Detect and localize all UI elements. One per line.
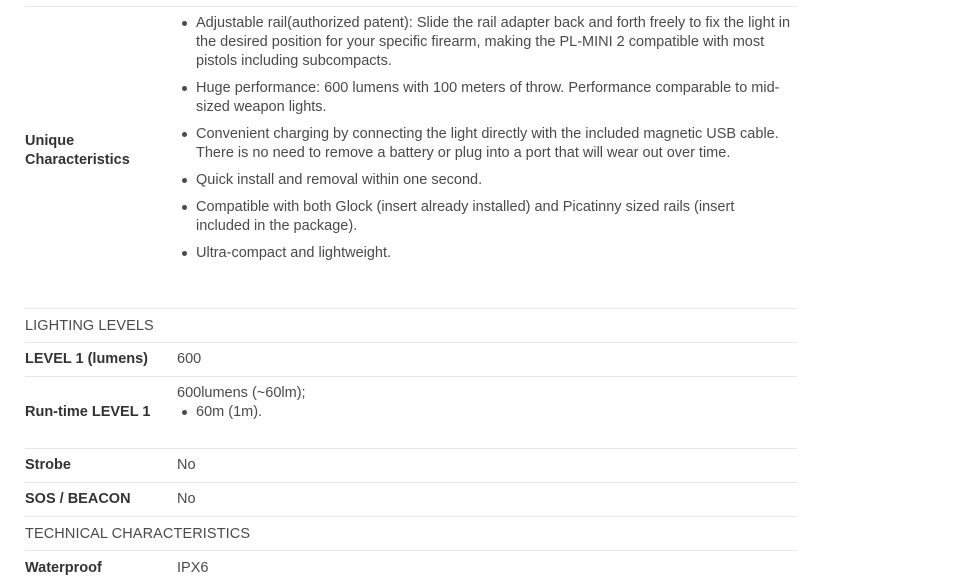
unique-characteristics-list xyxy=(177,14,797,263)
level1-lumens-label: LEVEL 1 (lumens) xyxy=(25,351,149,367)
strobe-row xyxy=(25,449,797,483)
unique-characteristics-row xyxy=(25,7,797,309)
strobe-value: No xyxy=(177,457,196,473)
runtime-level1-row xyxy=(25,377,797,449)
strobe-label: Strobe xyxy=(25,457,71,473)
list-item: Compatible with both Glock (insert already installed) and Picatinny sized rails (insert included in the package). xyxy=(196,198,797,236)
list-item: 60m (1m). xyxy=(196,403,797,422)
runtime-level1-list xyxy=(177,403,797,422)
lighting-levels-section-row xyxy=(25,309,797,343)
level1-lumens-value: 600 xyxy=(177,351,202,367)
lighting-levels-heading: LIGHTING LEVELS xyxy=(25,317,154,334)
waterproof-label: Waterproof xyxy=(25,559,102,576)
level1-lumens-row xyxy=(25,343,797,377)
runtime-level1-value xyxy=(177,377,797,422)
sos-beacon-value: No xyxy=(177,491,196,507)
unique-characteristics-label: Unique Characteristics xyxy=(25,132,130,168)
specifications-table xyxy=(25,6,797,585)
sos-beacon-label: SOS / BEACON xyxy=(25,491,131,507)
waterproof-row xyxy=(25,551,797,585)
list-item: Ultra-compact and lightweight. xyxy=(196,244,797,263)
waterproof-value: IPX6 xyxy=(177,559,209,576)
technical-characteristics-heading: TECHNICAL CHARACTERISTICS xyxy=(25,525,251,542)
technical-characteristics-section-row xyxy=(25,517,797,551)
sos-beacon-row xyxy=(25,483,797,517)
list-item: Quick install and removal within one second. xyxy=(196,171,797,190)
runtime-level1-label: Run-time LEVEL 1 xyxy=(25,404,151,420)
list-item: Convenient charging by connecting the light directly with the included magnetic USB cable. There is no need to remove a battery or plug into a port that will wear out over time. xyxy=(196,125,797,163)
list-item: Huge performance: 600 lumens with 100 meters of throw. Performance comparable to mid-sized weapon lights. xyxy=(196,79,797,117)
list-item: Adjustable rail(authorized patent): Slide the rail adapter back and forth freely to fix the light in the desired position for your specific firearm, making the PL-MINI 2 compatible with most pistols including subcompacts. xyxy=(196,14,797,71)
runtime-level1-line: 600lumens (~60lm); xyxy=(177,385,306,401)
unique-characteristics-value xyxy=(177,7,797,271)
